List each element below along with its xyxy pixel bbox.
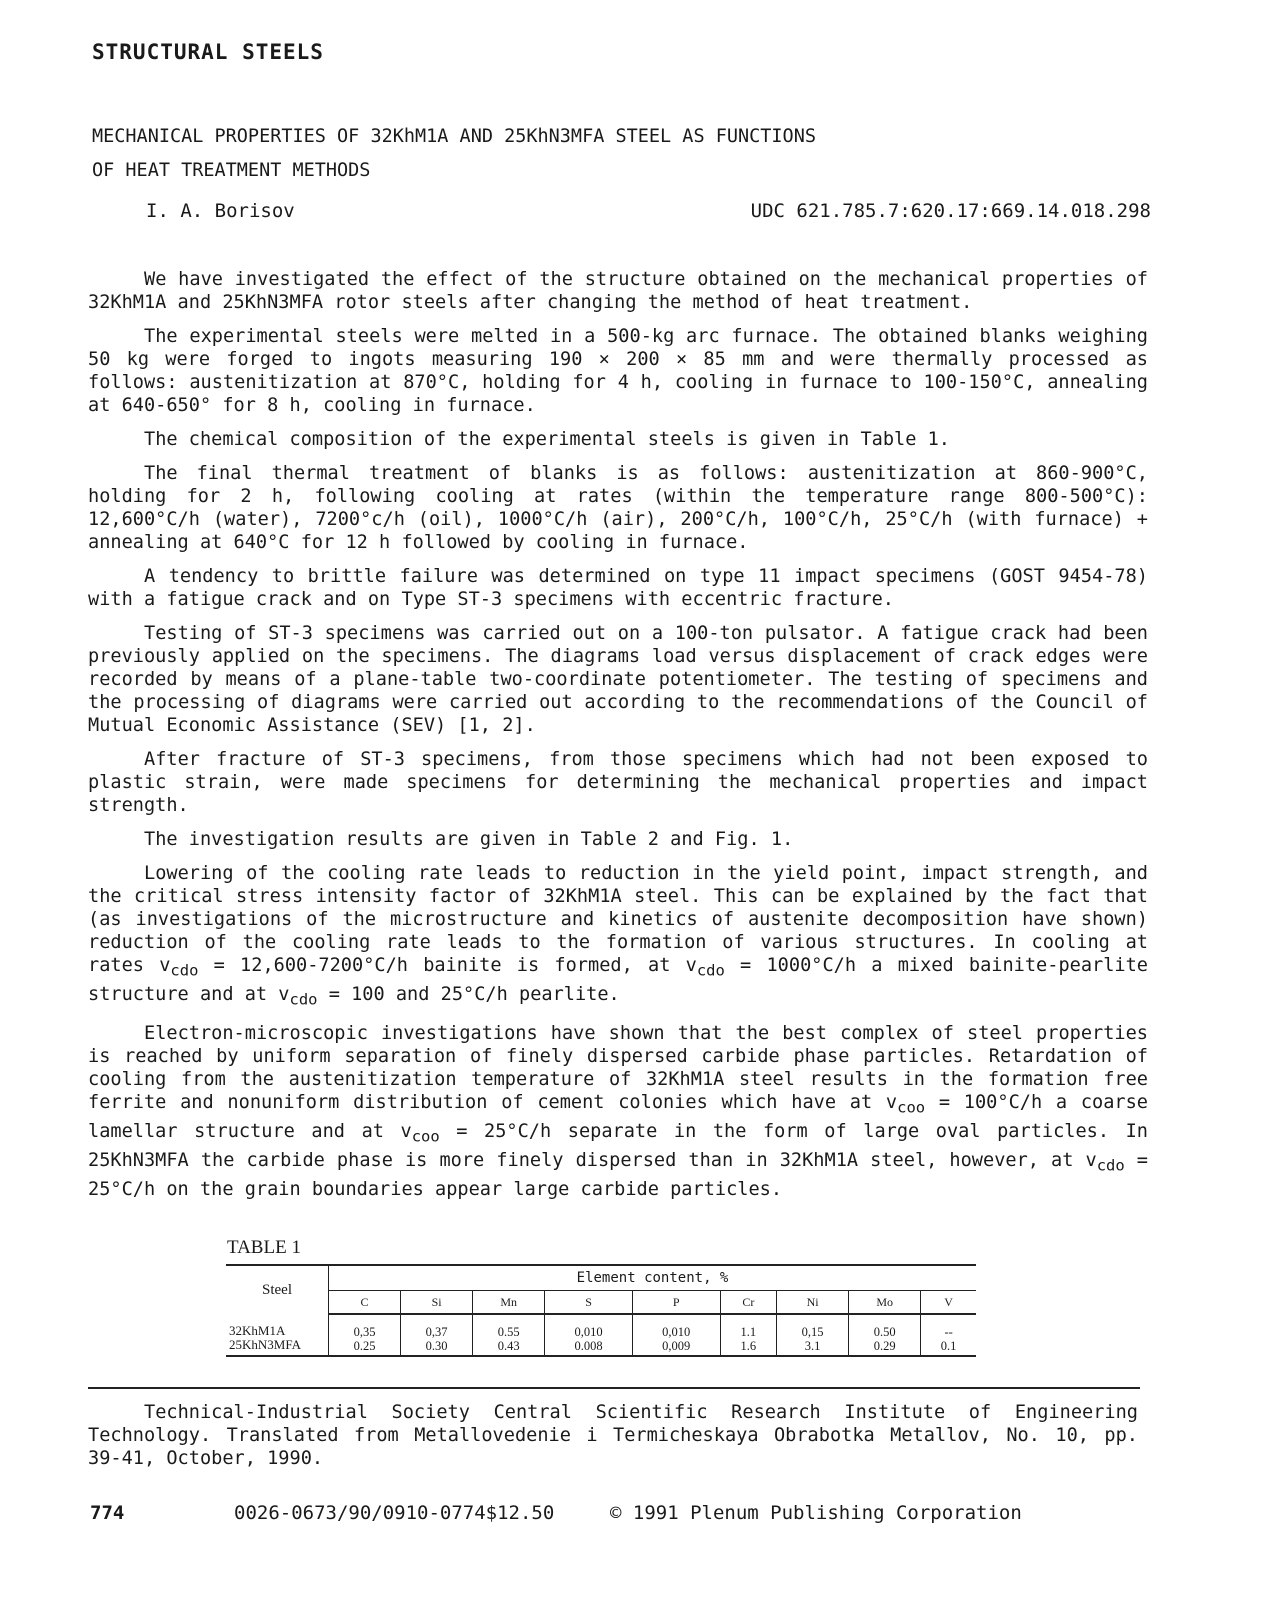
subscript: cdo	[1096, 1156, 1125, 1175]
author-name: I. A. Borisov	[146, 200, 295, 222]
element-header: Si	[401, 1291, 473, 1315]
table-caption: TABLE 1	[227, 1237, 301, 1258]
paragraph: The final thermal treatment of blanks is as follows: austenitization at 860-900°C, holding for 2 h, following cooling at rates (within the temperature range 800-500°C): 12,600°C/h (water), 7200°c/h (oil), 1000°C/h (air), 200°C/h, 100°C/h, 25°C/h (with furnace) + annealing at 640°C for 12 h followed by cooling in furnace.	[88, 463, 1148, 553]
paragraph-cooling-rate: Lowering of the cooling rate leads to reduction in the yield point, impact strength, and the critical stress intensity factor of 32KhM1A steel. This can be explained by the fact that (as investigations of the microstructure and kinetics of austenite decomposition have shown) reduction of the cooling rate leads to the formation of various structures. In cooling at rates $v_{cdo} = 12,600-7200^\circ C/h$ bainite is formed, at $v_{cdo} = 1000^\circ C/h$ a mixed bainite-pearlite structure and at $v_{cdo} = 100$ and 25°C/h pearlite.	[88, 863, 1149, 1009]
value-cell: 0.50 0.29	[849, 1314, 921, 1356]
paragraph: After fracture of ST-3 specimens, from those specimens which had not been exposed to plastic strain, were made specimens for determining the mechanical properties and impact strength.	[88, 749, 1148, 816]
footnote-text: Technical-Industrial Society Central Scientific Research Institute of Engineering Technology. Translated from Metallovedenie i Termicheskaya Obrabotka Metallov, No. 10, pp. 39-41, October, 1990.	[88, 1402, 1138, 1469]
composition-table	[226, 1264, 976, 1357]
element-header: Ni	[777, 1291, 849, 1315]
paragraph: The investigation results are given in Table 2 and Fig. 1.	[144, 829, 794, 850]
subscript: cdo	[170, 961, 199, 980]
value-cell: 0,37 0.30	[401, 1314, 473, 1356]
article-title	[92, 120, 1152, 188]
article-title-line-1: MECHANICAL PROPERTIES OF 32KhM1A AND 25KhN3MFA STEEL AS FUNCTIONS	[92, 126, 816, 147]
udc-code: UDC 621.785.7:620.17:669.14.018.298	[750, 200, 1151, 222]
table-row	[226, 1314, 976, 1356]
paragraph: The chemical composition of the experimental steels is given in Table 1.	[144, 429, 950, 450]
paragraph: We have investigated the effect of the structure obtained on the mechanical properties of 32KhM1A and 25KhN3MFA rotor steels after changing the method of heat treatment.	[88, 269, 1148, 313]
element-header: S	[545, 1291, 633, 1315]
steel-cell: 32KhM1A 25KhN3MFA	[226, 1314, 329, 1356]
paragraph: Testing of ST-3 specimens was carried out on a 100-ton pulsator. A fatigue crack had been previously applied on the specimens. The diagrams load versus displacement of crack edges were recorded by means of a plane-table two-coordinate potentiometer. The testing of specimens and the processing of diagrams were carried out according to the recommendations of the Council of Mutual Economic Assistance (SEV) [1, 2].	[88, 623, 1148, 736]
value-cell: 0.55 0.43	[473, 1314, 545, 1356]
element-header: Mo	[849, 1291, 921, 1315]
value-cell: 0,010 0,009	[632, 1314, 720, 1356]
article-title-line-2: OF HEAT TREATMENT METHODS	[92, 160, 371, 181]
subscript: coo	[897, 1099, 926, 1118]
value-cell: 0,15 3.1	[777, 1314, 849, 1356]
element-header: Cr	[720, 1291, 776, 1315]
element-header: C	[329, 1291, 401, 1315]
copyright-notice: © 1991 Plenum Publishing Corporation	[610, 1502, 1022, 1524]
value-cell: -- 0.1	[940, 1325, 957, 1353]
element-content-header: Element content, %	[329, 1265, 977, 1291]
value-cell: 0,35 0.25	[329, 1314, 401, 1356]
article-body	[88, 268, 1148, 1201]
element-header: P	[632, 1291, 720, 1315]
subscript: cdo	[289, 990, 318, 1009]
subscript: coo	[411, 1127, 440, 1146]
issn-code: 0026-0673/90/0910-0774$12.50	[234, 1502, 555, 1524]
steel-column-header: Steel	[226, 1265, 329, 1314]
element-header: V	[921, 1291, 976, 1315]
paragraph: The experimental steels were melted in a 500-kg arc furnace. The obtained blanks weighing 50 kg were forged to ingots measuring 190 × 200 × 85 mm and were thermally processed as follows: austenitization at 870°C, holding for 4 h, cooling in furnace to 100-150°C, annealing at 640-650° for 8 h, cooling in furnace.	[88, 326, 1148, 416]
value-cell: 1.1 1.6	[720, 1314, 776, 1356]
footnote-divider	[88, 1387, 1140, 1389]
footnote	[88, 1401, 1138, 1470]
element-header: Mn	[473, 1291, 545, 1315]
page-number: 774	[90, 1502, 125, 1524]
value-cell: 0,010 0.008	[545, 1314, 633, 1356]
paragraph: A tendency to brittle failure was determined on type 11 impact specimens (GOST 9454-78) with a fatigue crack and on Type ST-3 specimens with eccentric fracture.	[88, 566, 1148, 610]
section-heading: STRUCTURAL STEELS	[92, 40, 324, 64]
paragraph-electron-microscopy: Electron-microscopic investigations have shown that the best complex of steel properties is reached by uniform separation of finely dispersed carbide phase particles. Retardation of cooling from the austenitization temperature of 32KhM1A steel results in the formation free ferrite and nonuniform distribution of cement colonies which have at $v_{coo} = 100^\circ C/h$ a coarse lamellar structure and at $v_{coo} = 25^\circ C/h$ separate in the form of large oval particles. In 25KhN3MFA the carbide phase is more finely dispersed than in 32KhM1A steel, however, at $v_{cdo} = 25^\circ C/h$ on the grain boundaries appear large carbide particles.	[88, 1023, 1149, 1200]
subscript: cdo	[696, 961, 725, 980]
